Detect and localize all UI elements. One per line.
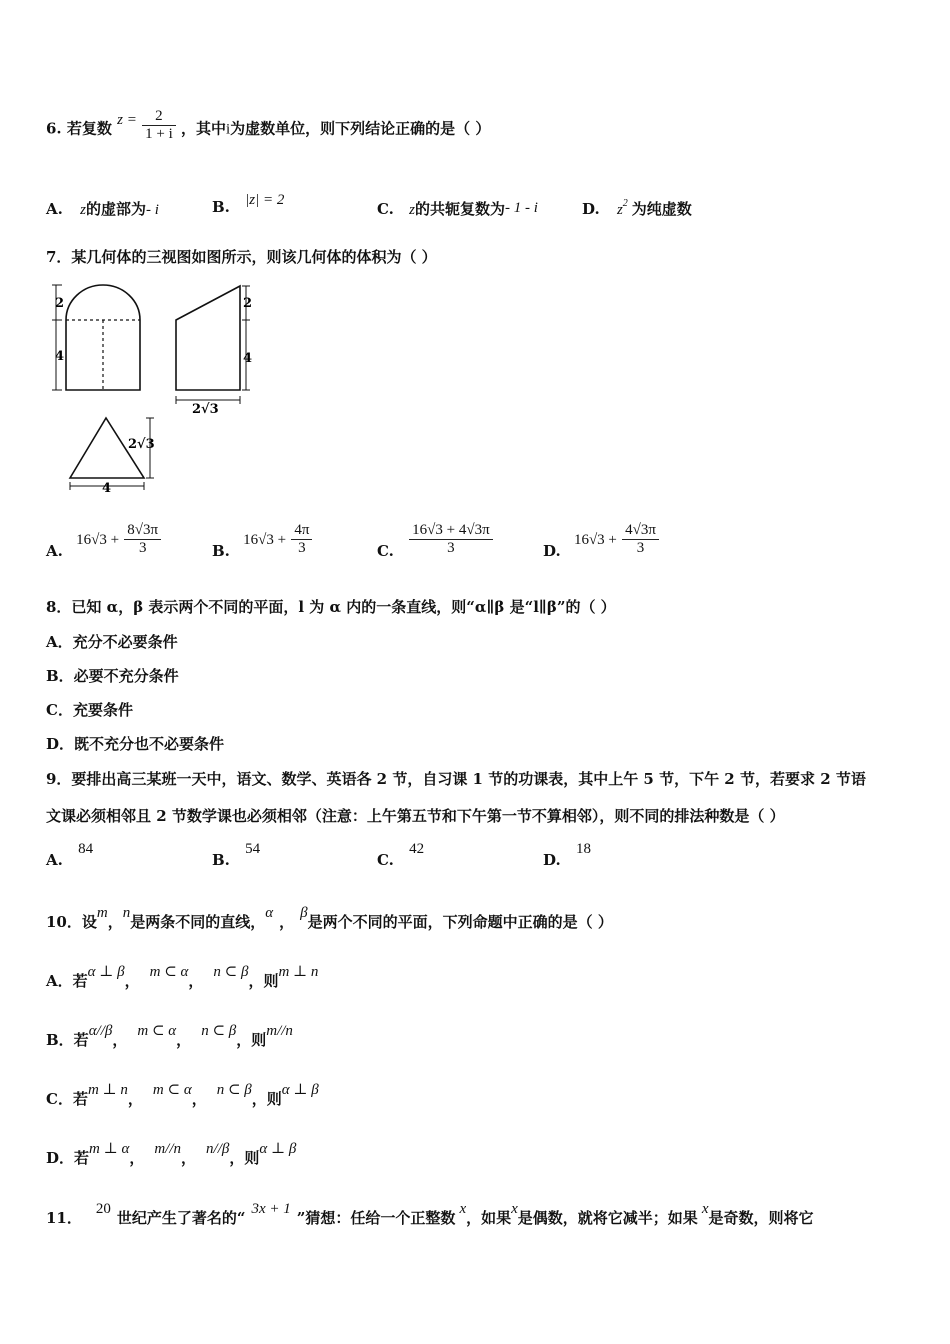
q11-twenty: 20 [95,1201,111,1217]
side-view-label-top: 2 [243,296,253,311]
q9-option-a-label: A. [46,851,63,869]
q9-option-c-label: C. [377,851,394,869]
q6-option-a-label: A. [46,200,63,218]
q10-suffix: 是两个不同的平面，下列命题中正确的是（ ） [307,913,613,931]
q7-option-d-num: 4√3π [622,522,659,540]
q10-n: n [122,905,131,921]
q6-option-c-text: 的共轭复数为 [414,200,505,218]
q10-option-b-c2: m ⊂ α [137,1023,177,1039]
q10-option-d-c3: n//β [206,1141,230,1157]
q6-option-c-label: C. [377,200,394,218]
q7-option-d-lead: 16√3 + [573,531,617,548]
q9-line-1: 9．要排出高三某班一天中，语文、数学、英语各 2 节，自习课 1 节的功课表，其中上午 5 节，下午 2 节，若要求 2 节语 [46,770,866,788]
q10-mid: 是两条不同的直线， [130,913,266,931]
q7-option-b [212,522,312,560]
q6-option-b [212,192,285,217]
q10-option-d-c2: m//n [154,1141,182,1157]
q10-option-b-c3: n ⊂ β [201,1023,237,1039]
q10-option-a-then: ，则 [248,972,279,990]
q10-option-d-then: ，则 [229,1149,260,1167]
q11-x-2: x [511,1201,518,1217]
q11-stem [46,1201,814,1228]
q6-option-d-sup: 2 [622,198,628,209]
q6-option-d [582,198,692,219]
q11-text-5: 是奇数，则将它 [708,1209,814,1227]
q9-option-b [212,841,261,870]
q11-x-3: x [701,1201,709,1217]
q6-middle: ，其中 [180,119,226,138]
q11-text-3: ，如果 [466,1209,512,1227]
q9-option-a [46,841,94,870]
q10-option-b-c1: α//β [88,1023,113,1039]
q6-fraction [142,108,176,143]
q10-option-c-c3: n ⊂ β [216,1082,252,1098]
q10-option-a-c2: m ⊂ α [149,964,189,980]
q10-option-c-c2: m ⊂ α [152,1082,192,1098]
q11-text-4: 是偶数，就将它减半；如果 [517,1209,698,1227]
q6-stem [46,108,491,147]
top-view [70,418,154,490]
q6-option-a-text: 的虚部为 [85,200,146,218]
q7-option-c [377,522,493,560]
q6-i-symbol: i [226,121,231,138]
q10-option-d-c1: m ⊥ α [89,1141,130,1157]
q10-comma-2: ， [279,913,295,931]
q10-option-a-label: A．若 [46,972,88,990]
q11-text-2: ”猜想：任给一个正整数 [296,1209,456,1227]
q7-option-c-label: C. [377,541,394,560]
q7-option-a-frac [124,522,161,557]
q8-option-b: B．必要不充分条件 [46,667,179,685]
q9-line-2: 文课必须相邻且 2 节数学课也必须相邻（注意：上午第五节和下午第一节不算相邻），则不同的排法种数是（ ） [46,807,785,825]
q6-option-b-label: B. [212,198,230,216]
q10-option-b: B．若α//β， m ⊂ α， n ⊂ β，则m//n [46,1023,293,1049]
q9-option-d-value: 18 [575,841,591,857]
q6-option-c-math: z [409,202,415,218]
q8-option-d: D．既不充分也不必要条件 [46,735,225,753]
top-view-label-height: 2√3 [128,437,155,452]
front-view [52,285,140,390]
q10-option-c-then: ，则 [251,1090,282,1108]
q10-option-c: C．若m ⊥ n， m ⊂ α， n ⊂ β，则α ⊥ β [46,1082,319,1108]
front-view-label-side: 4 [55,349,65,364]
q10-stem [46,905,613,932]
q6-option-c-value: - 1 - i [505,200,538,216]
front-view-label-top: 2 [55,296,65,311]
q8-option-c: C．充要条件 [46,701,133,719]
q10-option-a-c1: α ⊥ β [87,964,125,980]
q7-option-a-num: 8√3π [124,522,161,540]
q6-option-c [377,198,538,219]
q7-option-b-num: 4π [291,522,312,540]
q7-option-d-frac [622,522,659,557]
q6-option-a-math: z [80,202,86,218]
q9-option-c-value: 42 [409,841,425,857]
q9-option-b-label: B. [212,851,230,869]
q6-frac-den: 1 + i [145,126,173,142]
q11-text-1: 世纪产生了著名的“ [116,1209,246,1227]
q6-frac-num: 2 [142,108,176,126]
q7-option-b-lead: 16√3 + [243,531,287,548]
q6-option-d-text: 为纯虚数 [631,200,692,218]
q6-suffix: 为虚数单位，则下列结论正确的是（ ） [230,119,491,138]
top-view-label-base: 4 [102,481,112,495]
q10-option-c-res: α ⊥ β [281,1082,319,1098]
q7-option-b-den: 3 [298,540,306,556]
q10-beta: β [300,905,308,921]
q10-option-d-label: D．若 [46,1149,90,1167]
q9-option-b-value: 54 [245,841,261,857]
side-view [176,286,253,404]
three-view-figure [44,280,274,495]
q7-option-b-label: B. [212,541,230,560]
q10-comma-1: ， [107,913,123,931]
q11-expr: 3x + 1 [251,1201,291,1217]
q11-x-1: x [459,1201,467,1217]
q10-option-b-then: ，则 [236,1031,267,1049]
q6-option-b-math: |z| = 2 [245,192,285,208]
q10-option-d: D．若m ⊥ α， m//n， n//β，则α ⊥ β [46,1141,297,1167]
q7-option-d [543,522,659,560]
q6-prefix: 若复数 [66,119,112,138]
q7-option-c-num: 16√3 + 4√3π [409,522,493,540]
q9-option-c [377,841,425,870]
q6-z-eq: z = [117,111,137,128]
side-view-label-right: 4 [243,351,253,366]
q9-option-d-label: D. [543,851,561,869]
q8-stem: 8．已知 α，β 表示两个不同的平面，l 为 α 内的一条直线，则“α∥β 是“l∥β”的（ ） [46,598,616,616]
q6-option-d-math: z [616,202,623,218]
q6-option-d-label: D. [582,200,600,218]
q10-alpha: α [265,905,274,921]
q6-option-a [46,198,159,219]
q7-option-d-den: 3 [636,540,645,556]
q7-option-a-lead: 16√3 + [76,531,120,548]
q7-option-b-frac [291,522,312,557]
q10-option-b-label: B．若 [46,1031,89,1049]
q10-option-c-label: C．若 [46,1090,88,1108]
q10-option-d-res: α ⊥ β [259,1141,297,1157]
q10-m: m [96,905,108,921]
q7-option-a-den: 3 [138,540,147,556]
q7-option-d-label: D. [543,541,561,560]
q10-option-a-c3: n ⊂ β [213,964,249,980]
side-view-label-bottom: 2√3 [192,402,219,417]
q6-option-a-value: - i [145,202,159,218]
q10-option-b-res: m//n [266,1023,293,1039]
q7-option-c-den: 3 [447,540,455,556]
q10-number: 10．设 [46,913,97,931]
q7-option-a [46,522,161,560]
q7-option-a-label: A. [46,541,63,560]
q6-number: 6. [46,119,62,138]
q11-number: 11． [46,1209,82,1227]
q9-option-d [543,841,591,870]
side-view-outline [176,286,240,390]
q9-option-a-value: 84 [78,841,94,857]
q10-option-a: A．若α ⊥ β， m ⊂ α， n ⊂ β，则m ⊥ n [46,964,319,990]
q10-option-a-res: m ⊥ n [278,964,319,980]
q7-stem: 7．某几何体的三视图如图所示，则该几何体的体积为（ ） [46,248,437,266]
q8-option-a: A．充分不必要条件 [46,633,178,651]
q7-option-c-frac [409,522,493,557]
q10-option-c-c1: m ⊥ n [87,1082,128,1098]
